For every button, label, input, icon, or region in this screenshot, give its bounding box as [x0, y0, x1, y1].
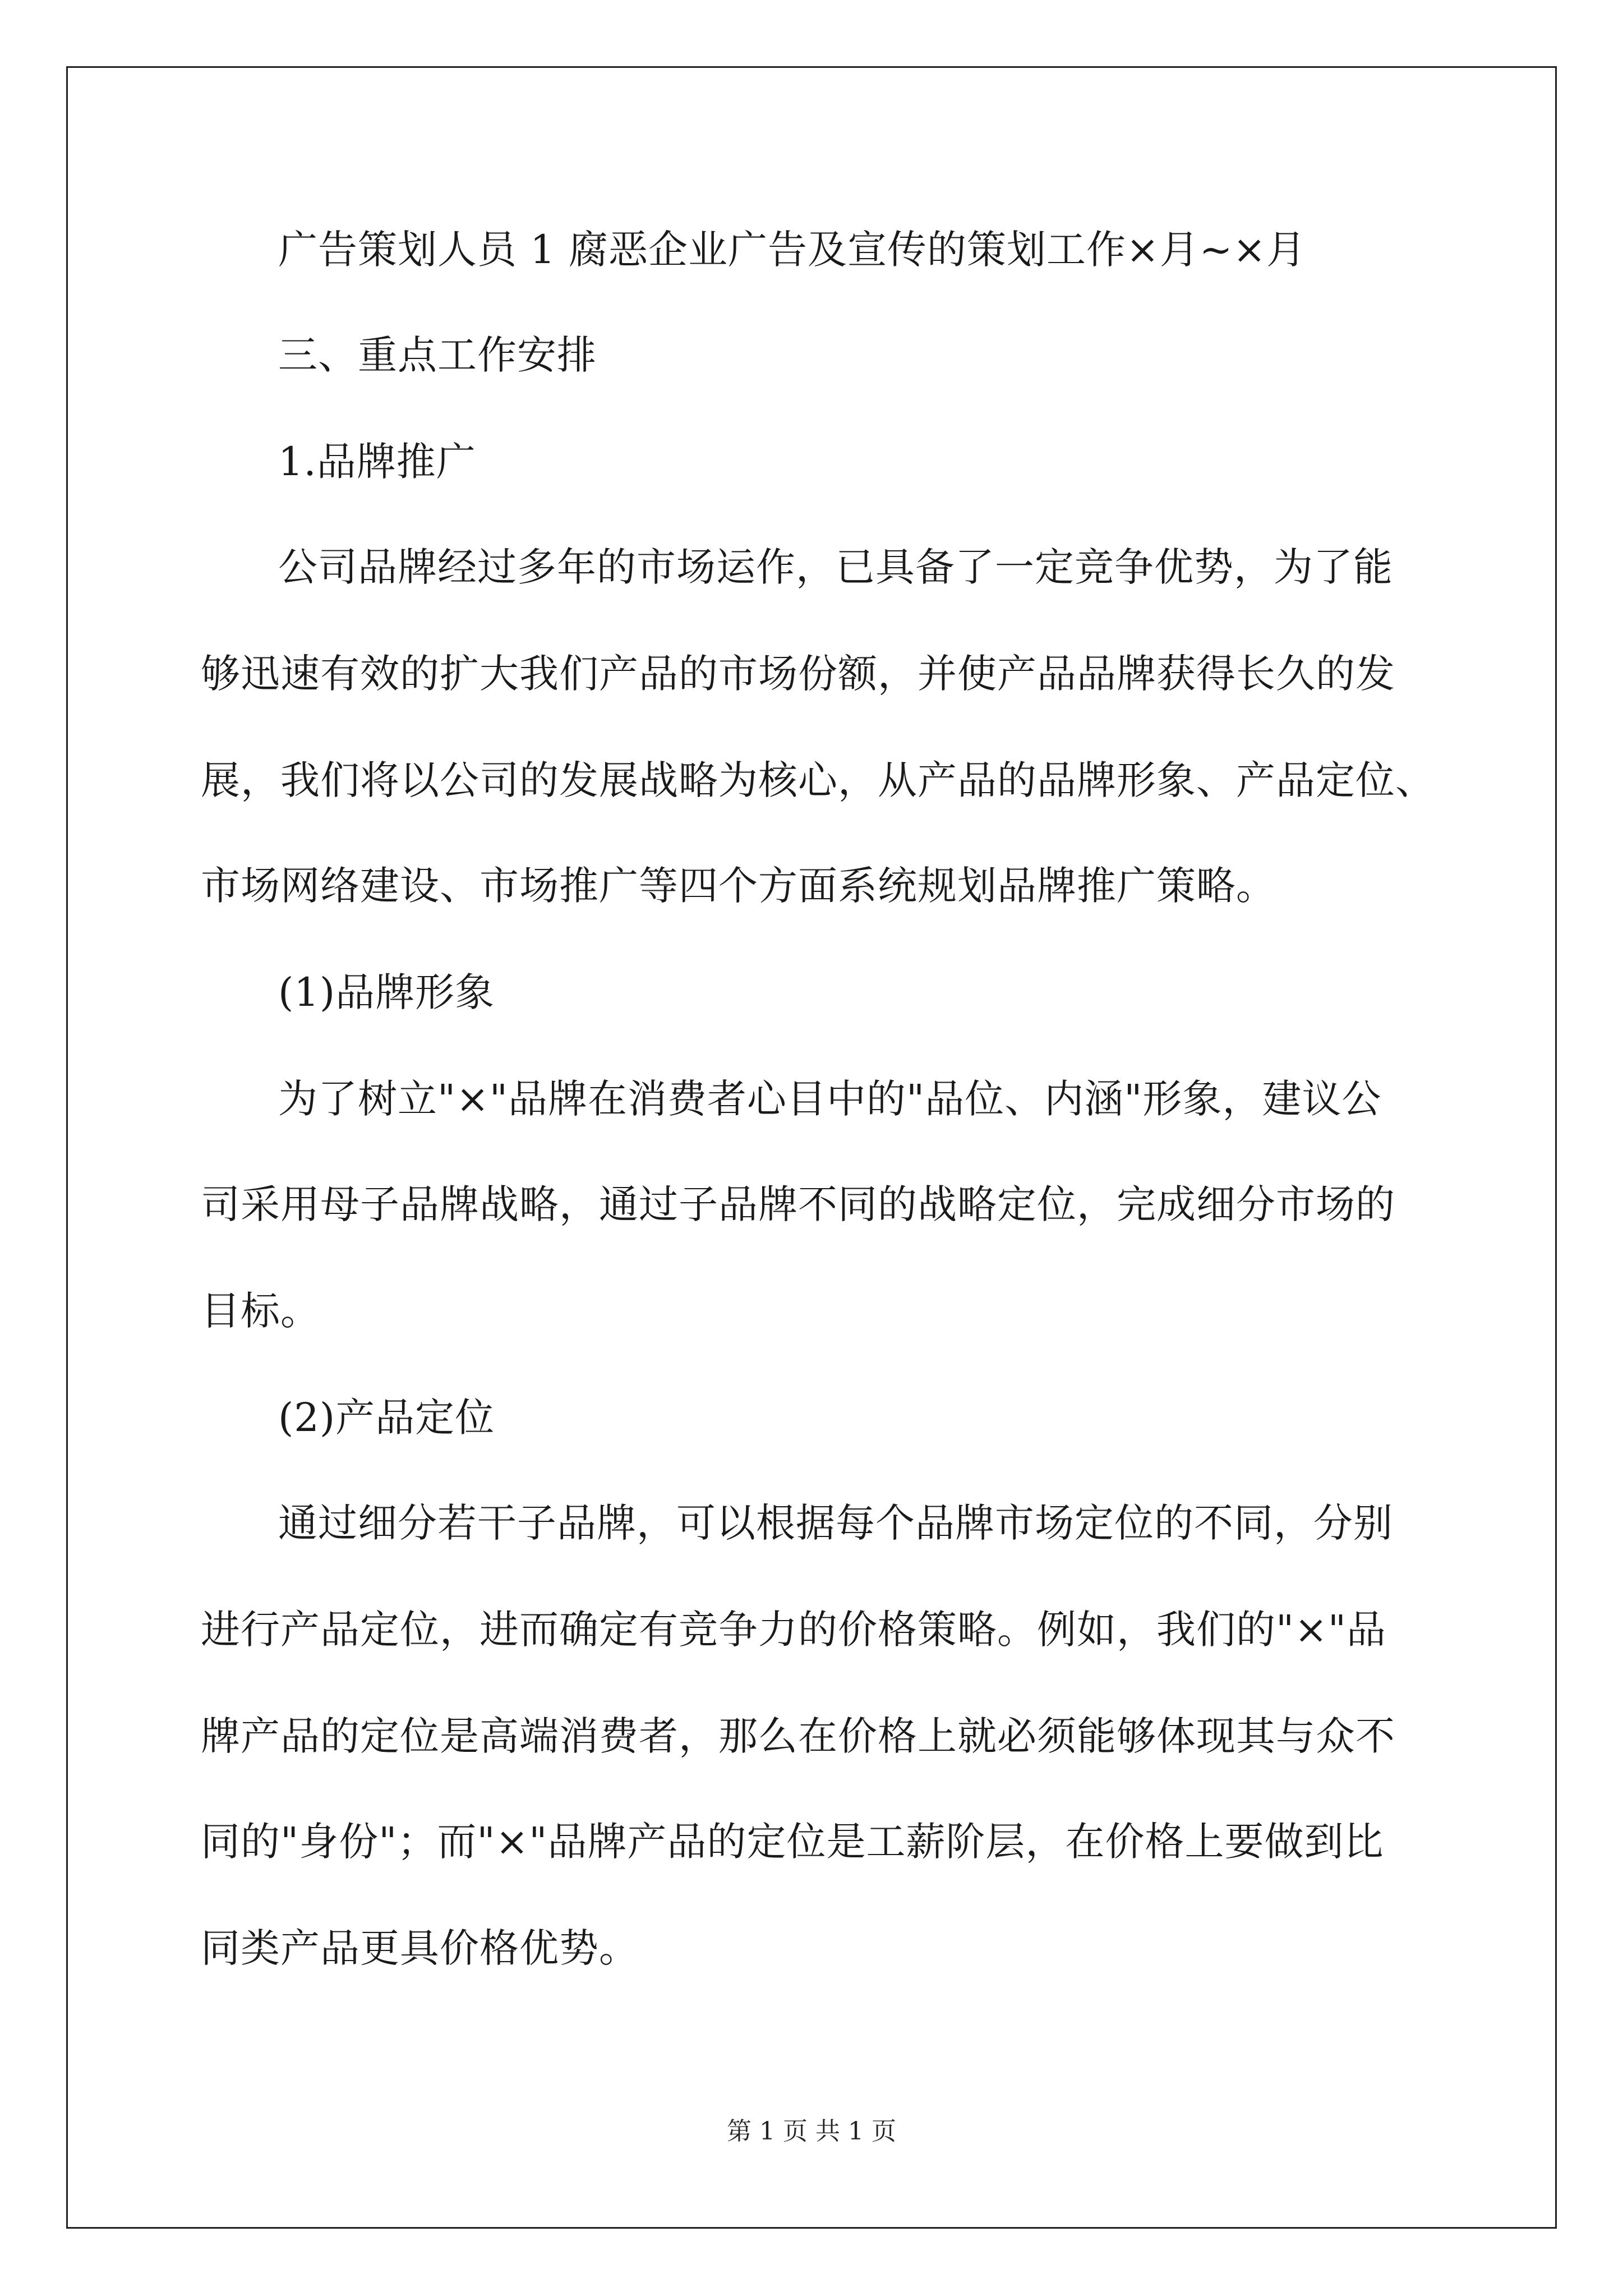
paragraph-line: 同类产品更具价格优势。 — [201, 1925, 639, 1971]
paragraph-line: 展，我们将以公司的发展战略为核心，从产品的品牌形象、产品定位、 — [201, 757, 1435, 803]
text-line: 广告策划人员 1 腐恶企业广告及宣传的策划工作×月~×月 — [278, 227, 1306, 273]
paragraph-line: 目标。 — [201, 1288, 320, 1334]
paragraph-line: 够迅速有效的扩大我们产品的市场份额，并使产品品牌获得长久的发 — [201, 651, 1395, 697]
section-heading: 三、重点工作安排 — [278, 332, 597, 378]
paragraph-line: 公司品牌经过多年的市场运作，已具备了一定竞争优势，为了能 — [278, 544, 1393, 590]
paragraph-line: 司采用母子品牌战略，通过子品牌不同的战略定位，完成细分市场的 — [201, 1181, 1395, 1227]
subsection-heading: (1)品牌形象 — [278, 969, 495, 1015]
paragraph-line: 为了树立"×"品牌在消费者心目中的"品位、内涵"形象，建议公 — [278, 1076, 1382, 1122]
paragraph-line: 进行产品定位，进而确定有竞争力的价格策略。例如，我们的"×"品 — [201, 1607, 1387, 1653]
subsection-heading: (2)产品定位 — [278, 1395, 495, 1441]
paragraph-line: 牌产品的定位是高端消费者，那么在价格上就必须能够体现其与众不 — [201, 1713, 1395, 1759]
page-number-footer: 第 1 页 共 1 页 — [727, 2117, 896, 2146]
page-border — [66, 66, 1557, 2229]
paragraph-line: 市场网络建设、市场推广等四个方面系统规划品牌推广策略。 — [201, 863, 1276, 909]
paragraph-line: 通过细分若干子品牌，可以根据每个品牌市场定位的不同，分别 — [278, 1500, 1393, 1546]
paragraph-line: 同的"身份"；而"×"品牌产品的定位是工薪阶层，在价格上要做到比 — [201, 1819, 1384, 1865]
subsection-heading: 1.品牌推广 — [278, 439, 476, 485]
